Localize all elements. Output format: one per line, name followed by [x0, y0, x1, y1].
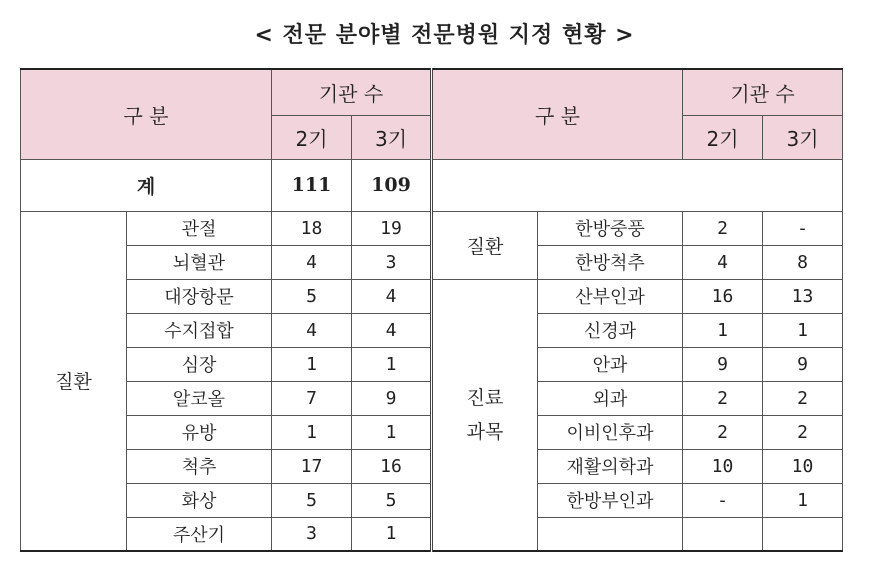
left-row-gen2: 4 [272, 245, 352, 279]
right-row-gen3: 1 [763, 483, 843, 517]
total-right-empty [432, 159, 843, 211]
right-row-gen2: - [683, 483, 763, 517]
right-row-gen3: 2 [763, 381, 843, 415]
left-group-header: 구 분 [21, 69, 272, 159]
left-row-name: 뇌혈관 [127, 245, 272, 279]
left-row-gen2: 1 [272, 347, 352, 381]
right-row-name: 외과 [538, 381, 683, 415]
left-row-gen3: 5 [352, 483, 432, 517]
right-row-name: 신경과 [538, 313, 683, 347]
right-row-gen2: 16 [683, 279, 763, 313]
page-title: < 전문 분야별 전문병원 지정 현황 > [254, 23, 635, 48]
right-row-empty [683, 517, 763, 551]
right-row-gen3: - [763, 211, 843, 245]
right-row-name: 안과 [538, 347, 683, 381]
right-row-gen3: 2 [763, 415, 843, 449]
right-gen3-header: 3기 [763, 115, 843, 159]
right-row-name: 산부인과 [538, 279, 683, 313]
left-row-name: 화상 [127, 483, 272, 517]
left-row-gen3: 9 [352, 381, 432, 415]
right-row-empty [763, 517, 843, 551]
right-row-gen3: 9 [763, 347, 843, 381]
right-row-name: 한방척추 [538, 245, 683, 279]
right-row-gen3: 13 [763, 279, 843, 313]
right-row-name: 이비인후과 [538, 415, 683, 449]
left-row-gen2: 5 [272, 279, 352, 313]
right-disease-category: 질환 [432, 211, 538, 279]
left-row-gen3: 19 [352, 211, 432, 245]
right-row-gen2: 2 [683, 211, 763, 245]
right-row-gen3: 10 [763, 449, 843, 483]
left-row-name: 주산기 [127, 517, 272, 551]
left-category: 질환 [21, 211, 127, 551]
left-gen2-header: 2기 [272, 115, 352, 159]
right-row-name: 재활의학과 [538, 449, 683, 483]
right-specialty-category-line2: 과목 [466, 420, 504, 443]
left-row-gen3: 1 [352, 347, 432, 381]
right-gen2-header: 2기 [683, 115, 763, 159]
right-row-gen3: 8 [763, 245, 843, 279]
left-row-name: 심장 [127, 347, 272, 381]
right-row-gen2: 9 [683, 347, 763, 381]
left-gen3-header: 3기 [352, 115, 432, 159]
left-row-gen3: 1 [352, 415, 432, 449]
left-row-name: 알코올 [127, 381, 272, 415]
right-count-header: 기관 수 [683, 69, 843, 115]
left-row-gen3: 1 [352, 517, 432, 551]
right-row-gen3: 1 [763, 313, 843, 347]
right-group-header: 구 분 [432, 69, 683, 159]
left-row-gen2: 18 [272, 211, 352, 245]
left-row-gen2: 1 [272, 415, 352, 449]
right-row-gen2: 4 [683, 245, 763, 279]
total-gen2: 111 [272, 159, 352, 211]
left-row-gen2: 17 [272, 449, 352, 483]
left-row-name: 대장항문 [127, 279, 272, 313]
left-row-gen3: 4 [352, 279, 432, 313]
hospital-designation-table [20, 68, 843, 552]
total-gen3: 109 [352, 159, 432, 211]
left-count-header: 기관 수 [272, 69, 432, 115]
left-row-gen2: 3 [272, 517, 352, 551]
left-row-gen3: 16 [352, 449, 432, 483]
left-row-gen2: 7 [272, 381, 352, 415]
left-row-gen3: 4 [352, 313, 432, 347]
right-row-gen2: 2 [683, 381, 763, 415]
left-row-gen3: 3 [352, 245, 432, 279]
total-label: 계 [21, 159, 272, 211]
left-row-name: 유방 [127, 415, 272, 449]
right-row-name: 한방중풍 [538, 211, 683, 245]
right-specialty-category-line1: 진료 [466, 386, 504, 409]
left-row-gen2: 4 [272, 313, 352, 347]
left-row-name: 관절 [127, 211, 272, 245]
right-row-gen2: 2 [683, 415, 763, 449]
right-row-name: 한방부인과 [538, 483, 683, 517]
right-row-gen2: 10 [683, 449, 763, 483]
left-row-name: 척추 [127, 449, 272, 483]
right-specialty-category [432, 279, 538, 551]
right-row-gen2: 1 [683, 313, 763, 347]
right-row-empty [538, 517, 683, 551]
left-row-gen2: 5 [272, 483, 352, 517]
left-row-name: 수지접합 [127, 313, 272, 347]
